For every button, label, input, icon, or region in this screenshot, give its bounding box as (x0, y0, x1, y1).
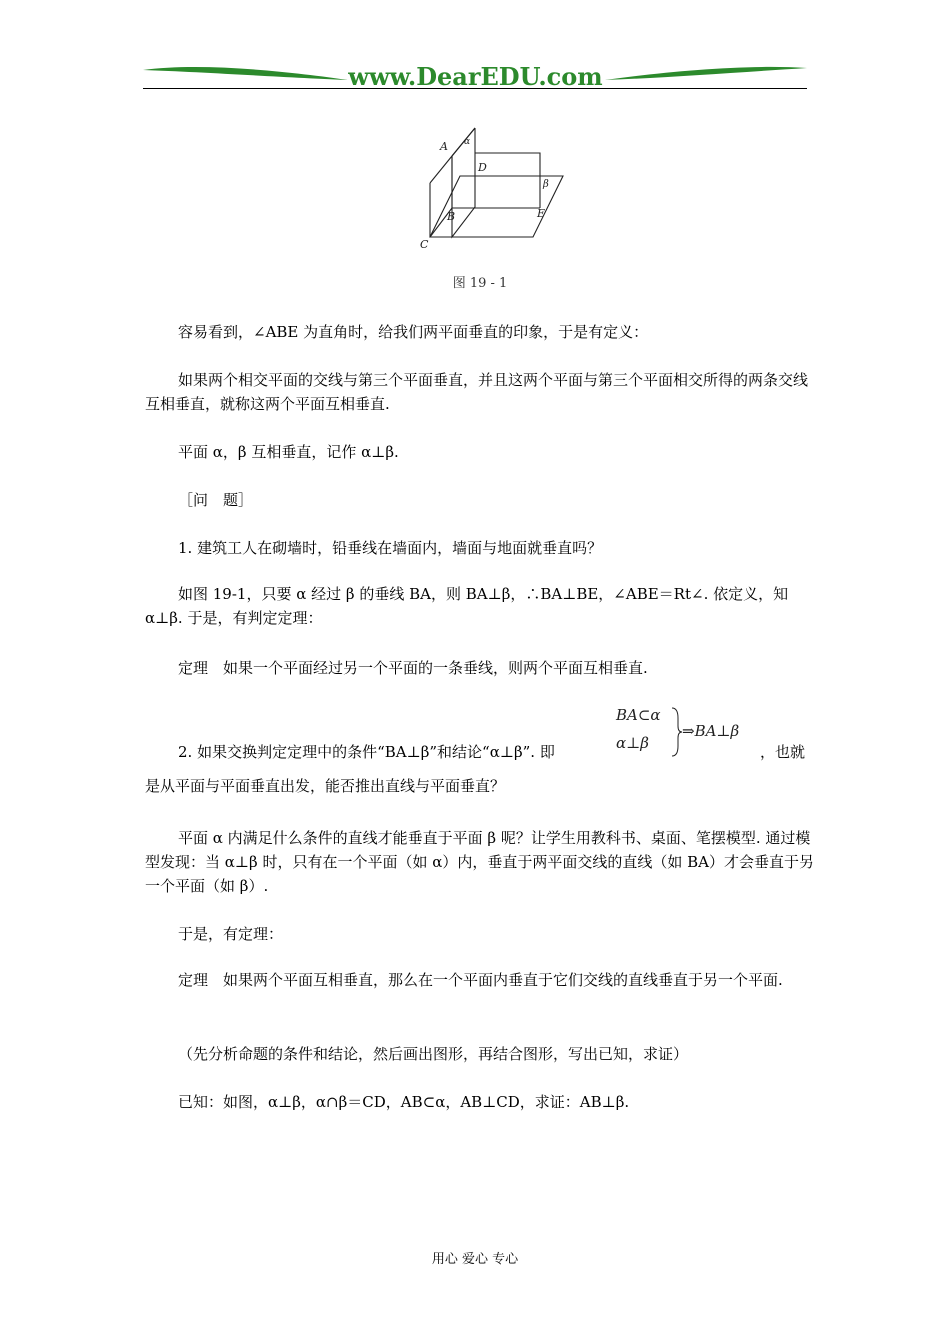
label-E: E (537, 207, 546, 220)
theorem-criterion: 定理 如果一个平面经过另一个平面的一条垂线，则两个平面互相垂直. (178, 659, 648, 677)
formula-line-2: α⊥β (616, 734, 649, 752)
label-beta: β (543, 179, 549, 190)
page-footer: 用心 爱心 专心 (431, 1252, 519, 1267)
paragraph-given-prove: 已知：如图，α⊥β，α∩β＝CD，AB⊂α，AB⊥CD，求证：AB⊥β. (178, 1093, 630, 1111)
paragraph-model-discussion: 平面 α 内满足什么条件的直线才能垂直于平面 β 呢？让学生用教科书、桌面、笔摆模型. 通过模型发现：当 α⊥β 时，只有在一个平面（如 α）内，垂直于两平面交线的直线（如 BA）才会垂直于另一个平面（如 β）. (145, 829, 814, 895)
label-D: D (478, 161, 487, 174)
question-2-end: 是从平面与平面垂直出发，能否推出直线与平面垂直？ (145, 777, 506, 795)
formula-brace (672, 708, 682, 756)
header-rule (143, 88, 807, 89)
question-2-start: 2. 如果交换判定定理中的条件“BA⊥β”和结论“α⊥β”. 即 (178, 743, 555, 761)
paragraph-definition: 如果两个相交平面的交线与第三个平面垂直，并且这两个平面与第三个平面相交所得的两条交线互相垂直，就称这两个平面互相垂直. (145, 371, 809, 413)
paragraph-observation: 容易看到，∠ABE 为直角时，给我们两平面垂直的印象，于是有定义： (178, 323, 649, 341)
implication-formula (614, 700, 774, 762)
label-B: B (447, 210, 456, 223)
theorem-property: 定理 如果两个平面互相垂直，那么在一个平面内垂直于它们交线的直线垂直于另一个平面. (178, 971, 783, 989)
figure-caption: 图 19 - 1 (452, 276, 508, 291)
question-1: 1. 建筑工人在砌墙时，铅垂线在墙面内，墙面与地面就垂直吗？ (178, 539, 603, 557)
page-header (143, 58, 807, 92)
site-logo[interactable]: www.DearEDU.com (348, 62, 603, 91)
question-2-continued: ，也就 (760, 743, 806, 761)
paragraph-thus-theorem: 于是，有定理： (178, 925, 284, 943)
label-C: C (420, 238, 429, 251)
planes-diagram-svg (400, 120, 580, 260)
formula-result: ⇒BA⊥β (682, 722, 740, 740)
paragraph-notation: 平面 α，β 互相垂直，记作 α⊥β. (178, 443, 399, 461)
figure-planes-diagram (400, 120, 580, 260)
section-heading-questions: ［问 题］ (178, 491, 254, 509)
label-alpha: α (464, 137, 471, 147)
paragraph-figure-reasoning: 如图 19-1，只要 α 经过 β 的垂线 BA，则 BA⊥β，∴BA⊥BE，∠ABE＝Rt∠. 依定义，知 α⊥β. 于是，有判定定理： (145, 585, 793, 627)
paragraph-instruction: （先分析命题的条件和结论，然后画出图形，再结合图形，写出已知，求证） (178, 1045, 689, 1063)
edge-alpha-left-top (430, 156, 452, 183)
label-A: A (440, 140, 448, 153)
formula-svg (614, 700, 774, 762)
formula-line-1: BA⊂α (616, 706, 661, 724)
